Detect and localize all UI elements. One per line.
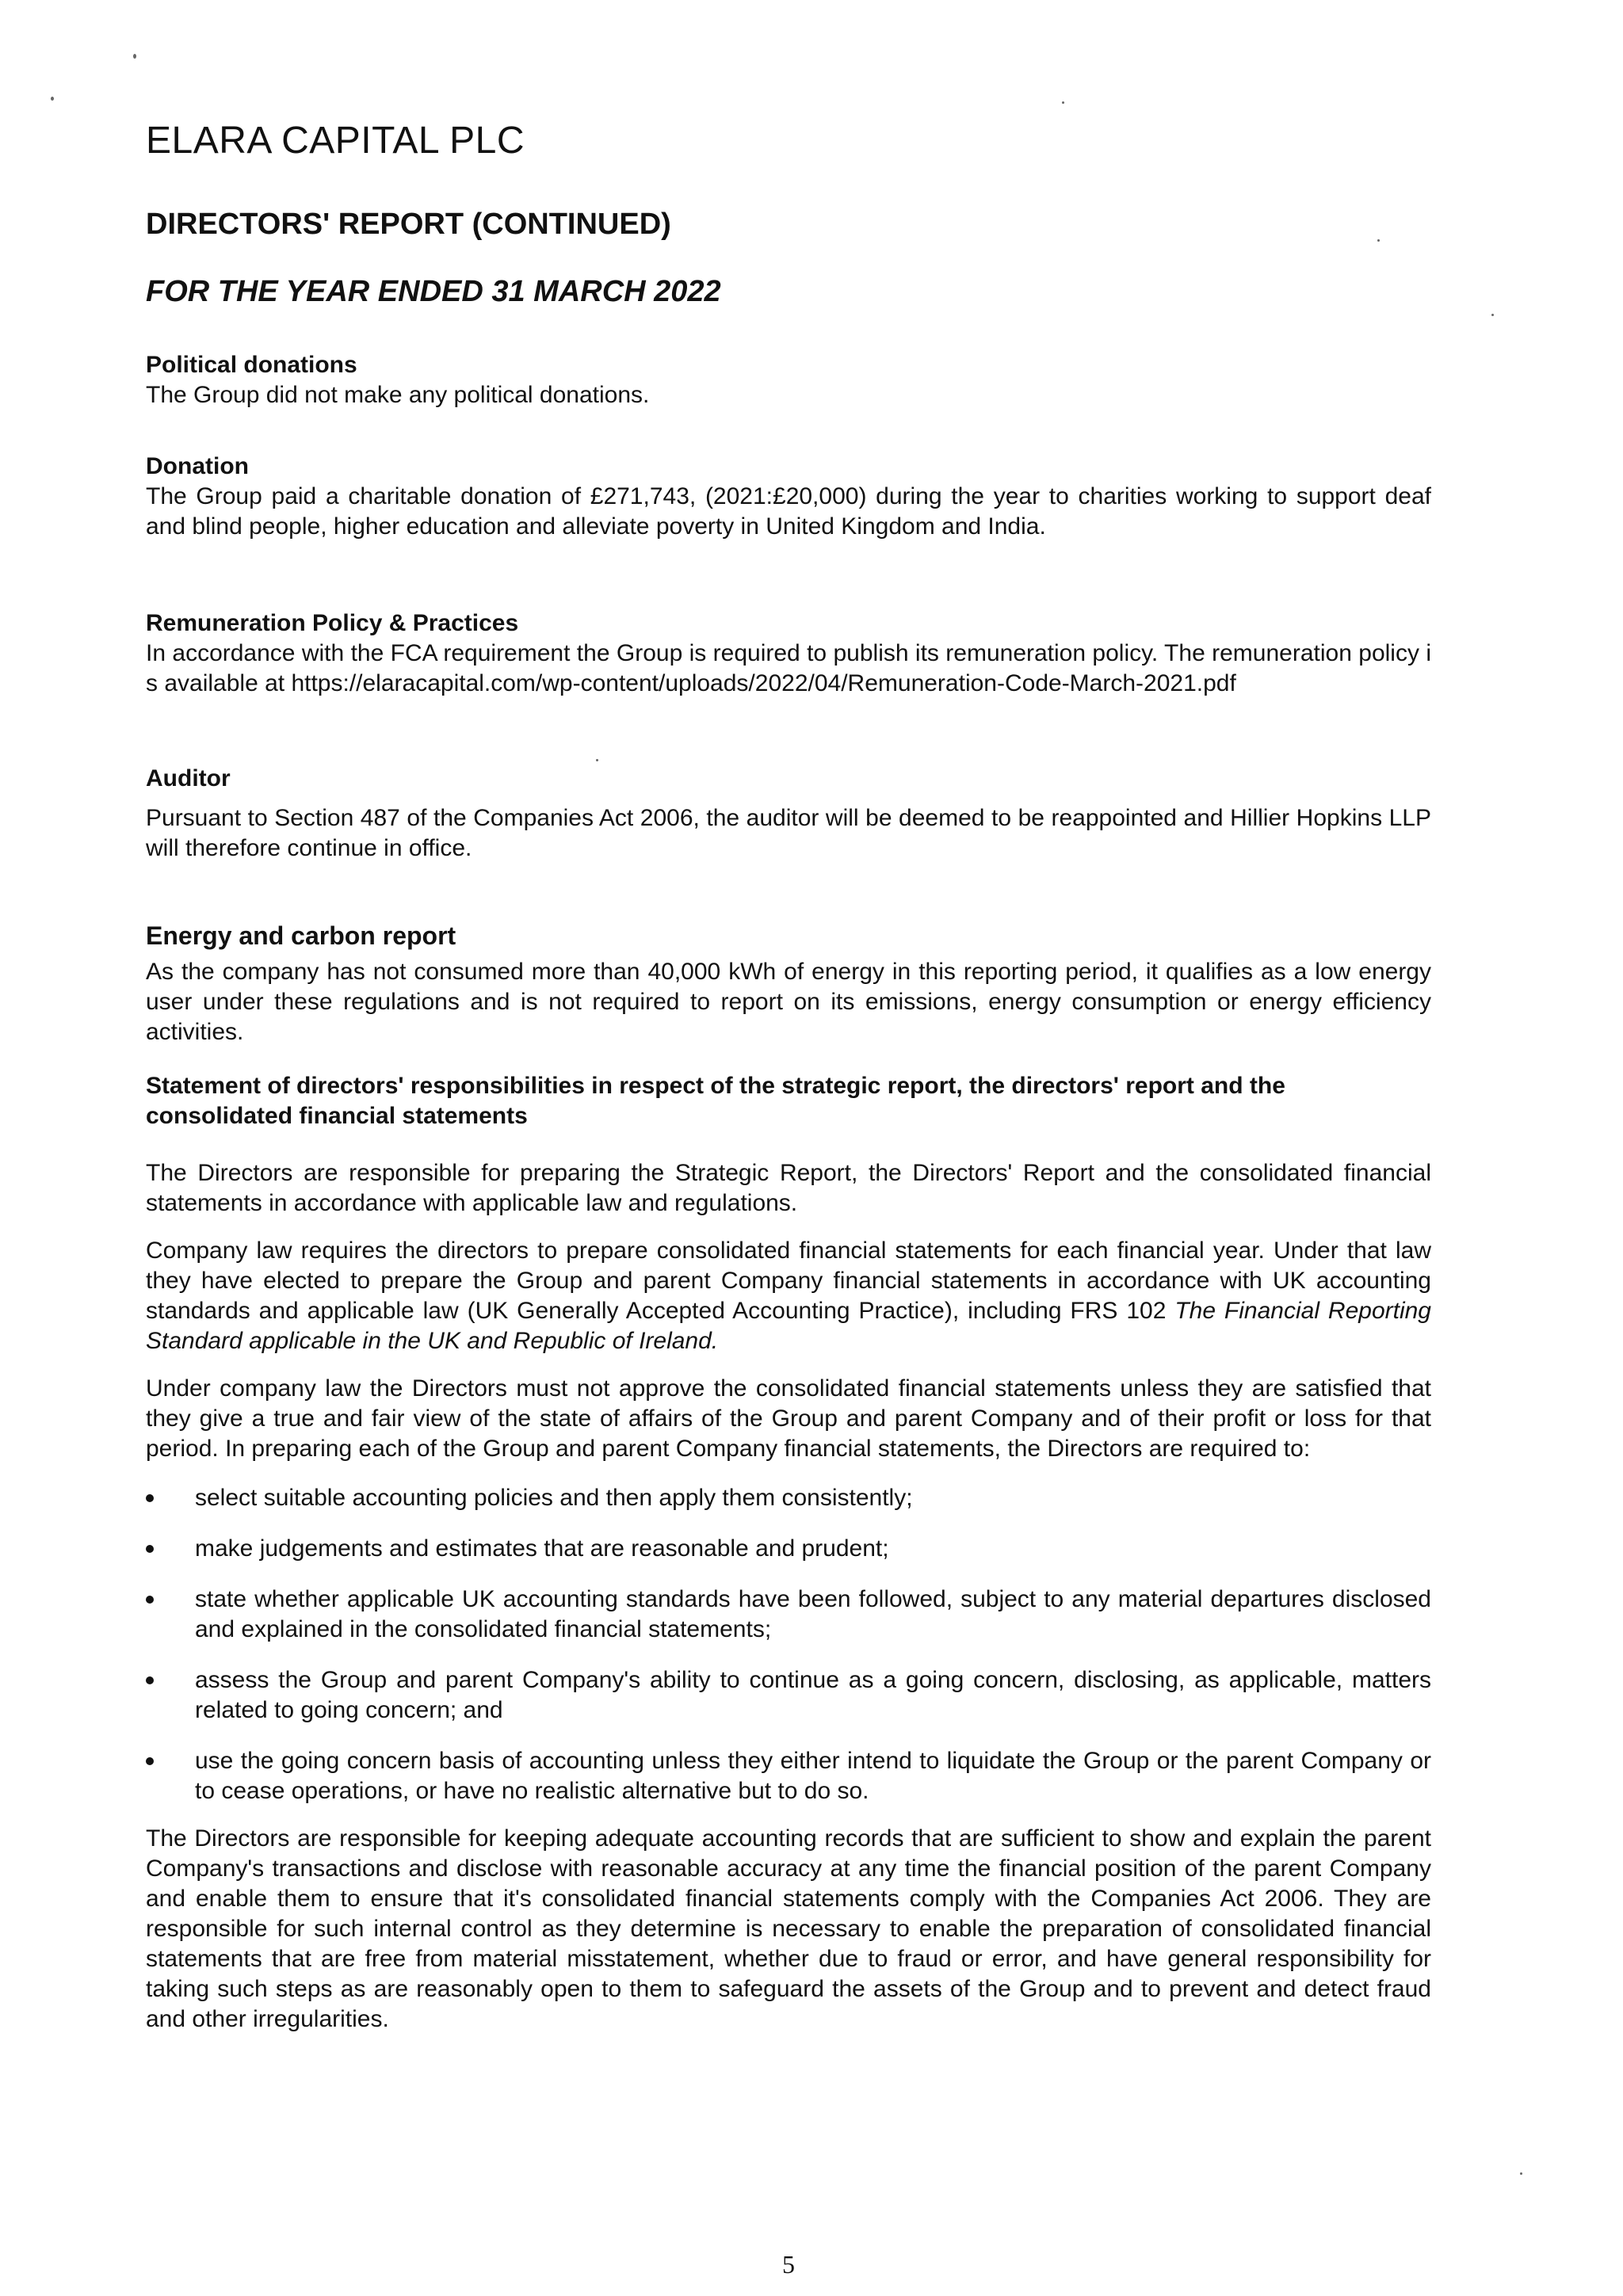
list-item-text: use the going concern basis of accounting unless they either intend to liquidate the Group or the parent Company or to cease operations, or have no realistic alternative but to do so. <box>195 1748 1431 1804</box>
para-2-italic: The Financial Reporting Standard applicable in the UK and Republic of Ireland. <box>146 1298 1431 1354</box>
bullet-icon <box>146 1545 154 1553</box>
responsibilities-para-1: The Directors are responsible for preparing the Strategic Report, the Directors' Report and the consolidated financial statements in accordance with applicable law and regulations. <box>146 1160 1431 1216</box>
document-page <box>146 0 1431 2296</box>
report-title: DIRECTORS' REPORT (CONTINUED) <box>146 208 671 241</box>
para-2-text: Company law requires the directors to prepare consolidated financial statements for each financial year. Under that law they have elected to prepare the Group and parent Company financial statements in accordance with UK accounting standards and applicable law (UK Generally Accepted Accounting Practice), including FRS 102 <box>146 1238 1431 1324</box>
section-title: Remuneration Policy & Practices <box>146 610 519 636</box>
company-name: ELARA CAPITAL PLC <box>146 120 525 162</box>
scan-speck <box>133 54 136 59</box>
responsibilities-para-4: The Directors are responsible for keeping adequate accounting records that are sufficient to show and explain the parent Company's transactions and disclose with reasonable accuracy at any time the financial position of the parent Company and enable them to ensure that it's consolidated financial statements comply with the Companies Act 2006. They are responsible for such internal control as they determine is necessary to enable the preparation of consolidated financial statements that are free from material misstatement, whether due to fraud or error, and have general responsibility for taking such steps as are reasonably open to them to safeguard the assets of the Group and to prevent and detect fraud and other irregularities. <box>146 1825 1431 2032</box>
responsibilities-para-3: Under company law the Directors must not approve the consolidated financial statements unless they are satisfied that they give a true and fair view of the state of affairs of the Group and parent Company and of their profit or loss for that period. In preparing each of the Group and parent Company financial statements, the Directors are required to: <box>146 1375 1431 1462</box>
page-number: 5 <box>782 2250 795 2279</box>
section-text: The Group did not make any political donations. <box>146 382 650 408</box>
section-title: Energy and carbon report <box>146 921 456 950</box>
section-remuneration <box>146 608 1431 699</box>
section-political-donations <box>146 350 1431 410</box>
responsibilities-para-2 <box>146 1236 1431 1356</box>
report-period: FOR THE YEAR ENDED 31 MARCH 2022 <box>146 275 721 308</box>
section-text: In accordance with the FCA requirement the Group is required to publish its remuneration policy. The remuneration policy is available at https://elaracapital.com/wp-content/uploads/2022/04/Remuneration-Code-March-2021.pdf <box>146 640 1431 696</box>
section-title: Political donations <box>146 352 357 378</box>
list-item <box>146 1534 1431 1564</box>
section-text: The Group paid a charitable donation of £271,743, (2021:£20,000) during the year to charities working to support deaf and blind people, higher education and alleviate poverty in United Kingdom and India. <box>146 483 1431 540</box>
section-donation <box>146 452 1431 542</box>
list-item <box>146 1483 1431 1513</box>
bullet-icon <box>146 1676 154 1684</box>
section-title: Statement of directors' responsibilities in respect of the strategic report, the directors' report and the consolidated financial statements <box>146 1073 1285 1129</box>
scan-speck <box>51 97 54 101</box>
section-text: Pursuant to Section 487 of the Companies Act 2006, the auditor will be deemed to be reappointed and Hillier Hopkins LLP will therefore continue in office. <box>146 805 1431 861</box>
section-text: As the company has not consumed more than 40,000 kWh of energy in this reporting period, it qualifies as a low energy user under these regulations and is not required to report on its emissions, energy consumption or energy efficiency activities. <box>146 959 1431 1045</box>
list-item <box>146 1665 1431 1726</box>
section-auditor <box>146 764 1431 864</box>
list-item <box>146 1746 1431 1806</box>
list-item-text: select suitable accounting policies and then apply them consistently; <box>195 1485 913 1511</box>
bullet-icon <box>146 1596 154 1604</box>
bullet-icon <box>146 1757 154 1765</box>
section-title: Auditor <box>146 765 231 791</box>
section-responsibilities <box>146 1071 1431 2035</box>
bullet-icon <box>146 1494 154 1502</box>
list-item-text: state whether applicable UK accounting standards have been followed, subject to any material departures disclosed and explained in the consolidated financial statements; <box>195 1586 1431 1642</box>
section-energy <box>146 921 1431 1047</box>
responsibilities-list <box>146 1483 1431 1806</box>
scan-speck <box>1520 2172 1522 2175</box>
scan-speck <box>1491 314 1494 316</box>
list-item <box>146 1585 1431 1645</box>
list-item-text: make judgements and estimates that are reasonable and prudent; <box>195 1535 889 1562</box>
section-title: Donation <box>146 453 249 479</box>
list-item-text: assess the Group and parent Company's ability to continue as a going concern, disclosing, as applicable, matters related to going concern; and <box>195 1667 1431 1723</box>
